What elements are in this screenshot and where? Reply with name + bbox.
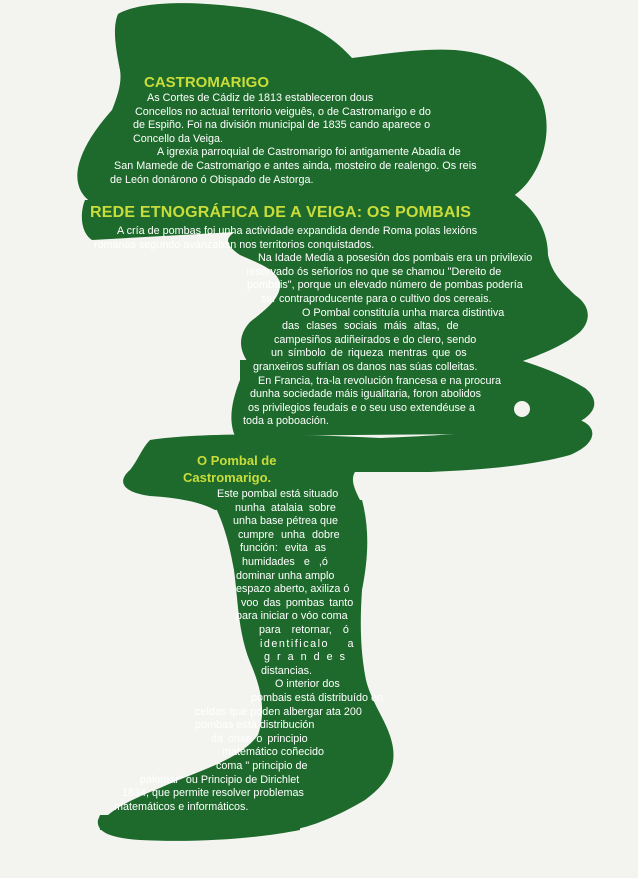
text-line: nunha atalaia sobre	[235, 501, 336, 514]
text-line: pombais", porque un elevado número de pombas podería	[247, 279, 523, 292]
text-line: das clases sociais máis altas, de	[282, 320, 459, 333]
section-title-pombal-line2: Castromarigo.	[183, 470, 272, 485]
text-line: 1834, que permite resolver problemas	[122, 787, 304, 800]
text-line: distancias.	[261, 664, 313, 677]
text-line: romanas segundo avanzaban nos territorios conquistados.	[94, 238, 375, 251]
text-line: A cría de pombas foi unha actividade expandida dende Roma polas lexións	[117, 225, 478, 237]
text-line: función: evita as	[240, 542, 327, 555]
text-line: espazo aberto, axiliza ó	[236, 583, 350, 596]
text-line: humidades e ,ó	[242, 556, 328, 568]
text-line: coma " principio de	[216, 760, 308, 772]
text-line: os privilegios feudais e o seu uso extendéuse a	[248, 401, 475, 414]
text-line: para iniciar o vóo coma	[236, 610, 348, 623]
text-line: dá orixe o principio	[211, 732, 308, 745]
text-line: dominar unha amplo	[236, 569, 335, 582]
text-line: Concello da Veiga.	[133, 132, 224, 145]
text-line: pombas está distribución	[195, 719, 315, 732]
text-line: celdas que poden albergar ata 200	[195, 705, 362, 718]
text-line: g r a n d e s	[264, 651, 348, 664]
text-line: ser contraproducente para o cultivo dos cereais.	[261, 293, 492, 305]
text-line: campesiños adiñeirados e do clero, sendo	[274, 333, 477, 346]
text-line: cumpre unha dobre	[238, 528, 340, 541]
text-line: un símbolo de riqueza mentras que os	[271, 347, 467, 360]
text-line: As Cortes de Cádiz de 1813 estableceron dous	[147, 92, 374, 104]
text-line: granxeiros sufrían os danos nas súas colleitas.	[253, 361, 478, 373]
text-line: pombais está distribuído en	[251, 692, 384, 704]
text-line: reservado ós señoríos no que se chamou "Dereito de	[246, 265, 502, 278]
text-line: matemáticos e informáticos.	[114, 800, 249, 813]
text-line: Este pombal está situado	[217, 488, 339, 500]
text-line: unha base pétrea que	[233, 515, 339, 528]
text-line: de Espiño. Foi na división municipal de 1835 cando aparece o	[133, 119, 431, 132]
section-title-pombal-line1: O Pombal de	[197, 453, 277, 468]
text-line: En Francia, tra-la revolución francesa e na procura	[258, 374, 502, 387]
text-line: de León donárono ó Obispado de Astorga.	[110, 173, 314, 186]
text-line: Na Idade Media a posesión dos pombais era un privilexio	[258, 252, 533, 265]
text-line: San Mamede de Castromarigo e antes ainda, mosteiro de realengo. Os reis	[114, 160, 477, 172]
text-line: identificalo a	[260, 637, 356, 650]
text-line: matemático coñecido	[222, 746, 325, 759]
text-line: O interior dos	[275, 678, 340, 691]
text-line: para retornar, ó	[259, 624, 349, 636]
silhouette-foot-region	[98, 815, 300, 841]
text-line: O Pombal constituía unha marca distintiva	[302, 306, 505, 319]
section-title-rede-etnografica: REDE ETNOGRÁFICA DE A VEIGA: OS POMBAIS	[90, 204, 472, 221]
text-line: A igrexia parroquial de Castromarigo foi antigamente Abadía de	[157, 146, 461, 159]
text-line: voo das pombas tanto	[241, 596, 354, 609]
text-line: palomar" ou Principio de Dirichlet	[140, 773, 300, 786]
punch-hole	[514, 401, 530, 417]
text-line: dunha sociedade máis igualitaria, foron abolidos	[250, 388, 482, 401]
text-line: Concellos no actual territorio veiguês, o de Castromarigo e do	[135, 105, 431, 118]
section-title-castromarigo: CASTROMARIGO	[144, 74, 269, 91]
text-line: toda a poboación.	[243, 415, 329, 428]
